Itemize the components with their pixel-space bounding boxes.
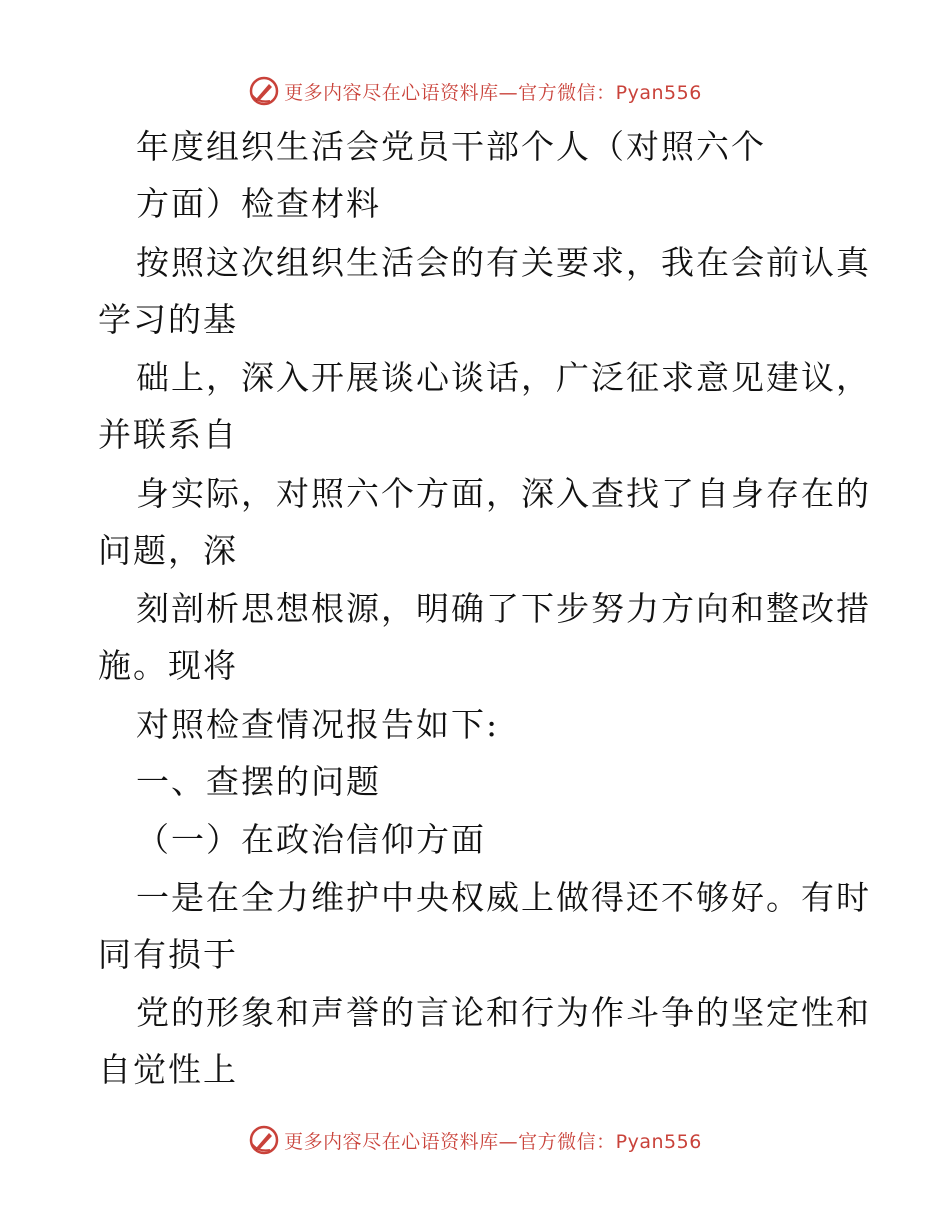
footer-banner-text: 更多内容尽在心语资料库—官方微信：Pyan556 [284, 1130, 702, 1153]
text-line: 身实际，对照六个方面，深入查找了自身存在的 [136, 474, 871, 513]
header-banner-text: 更多内容尽在心语资料库—官方微信：Pyan556 [284, 81, 702, 104]
text-line: （一）在政治信仰方面 [136, 820, 486, 859]
text-line: 刻剖析思想根源，明确了下步努力方向和整改措 [136, 589, 871, 628]
text-line: 同有损于 [98, 935, 238, 974]
text-line: 年度组织生活会党员干部个人（对照六个 [136, 127, 766, 166]
text-line: 一是在全力维护中央权威上做得还不够好。有时 [136, 878, 871, 917]
text-line: 按照这次组织生活会的有关要求，我在会前认真 [136, 243, 871, 282]
pen-logo-icon [248, 1124, 280, 1156]
text-line: 对照检查情况报告如下: [136, 705, 500, 744]
text-line: 学习的基 [98, 300, 238, 339]
header-banner [0, 71, 950, 111]
text-line: 础上，深入开展谈心谈话，广泛征求意见建议， [136, 358, 871, 397]
text-line: 一、查摆的问题 [136, 762, 381, 801]
text-line: 方面）检查材料 [136, 184, 381, 223]
text-line: 自觉性上 [98, 1050, 238, 1089]
text-line: 并联系自 [98, 415, 238, 454]
text-line: 施。现将 [98, 646, 238, 685]
text-line: 问题，深 [98, 531, 238, 570]
text-line: 党的形象和声誉的言论和行为作斗争的坚定性和 [136, 993, 871, 1032]
footer-banner [0, 1120, 950, 1160]
pen-logo-icon [248, 75, 280, 107]
